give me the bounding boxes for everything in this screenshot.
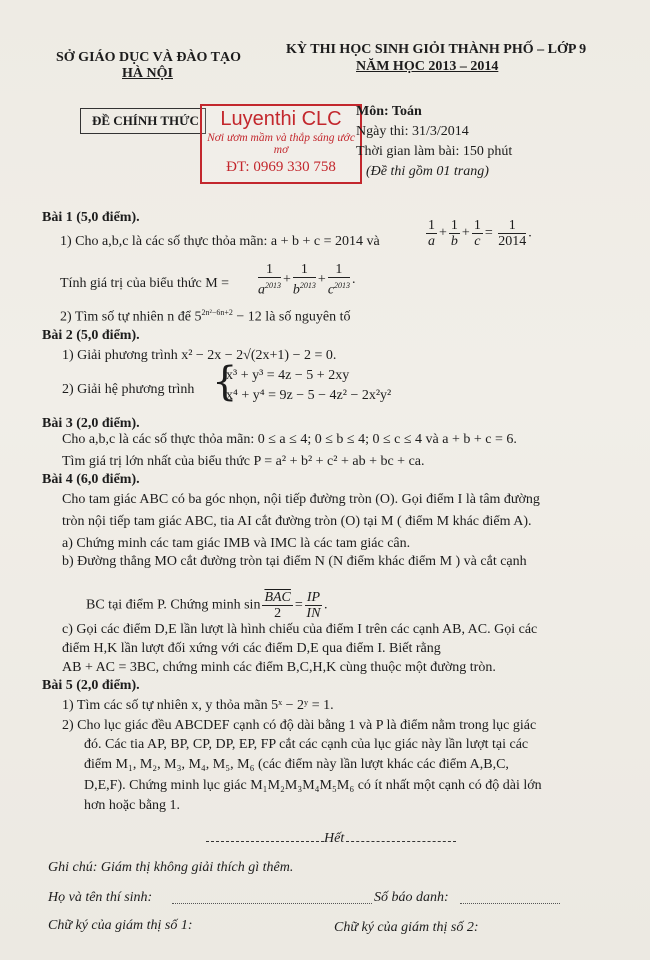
- bai2-sys1: x³ + y³ = 4z − 5 + 2xy: [226, 368, 350, 383]
- bai5-q2-2: đó. Các tia AP, BP, CP, DP, EP, FP cắt các cạnh của lục giác này lần lượt tại các: [84, 737, 529, 752]
- stamp-phone: ĐT: 0969 330 758: [226, 159, 336, 175]
- end-rule-left: [206, 841, 324, 842]
- sbd-label: Số báo danh:: [374, 890, 449, 905]
- bai4-b1: b) Đường thẳng MO cắt đường tròn tại điểm N (N điểm khác điểm M ) và cắt cạnh: [62, 554, 527, 569]
- bai4-b2: BC tại điểm P. Chứng minh sin $\frac{\overline{BAC}}{2}$ = $\frac{IP}{IN}$ .: [86, 590, 328, 621]
- end-rule-right: [346, 841, 456, 842]
- bai1-q1-line2: Tính giá trị của biểu thức M =: [60, 276, 230, 291]
- bai5-q2-3: điểm M₁, M₂, M₃, M₄, M₅, M₆ (các điểm này lần lượt khác các điểm A,B,C,: [84, 757, 509, 772]
- exam-duration: Thời gian làm bài: 150 phút: [356, 144, 513, 159]
- stamp-brand: Luyenthi CLC: [220, 108, 342, 130]
- bai1-q1-fracs: $\frac{1}{a}$ + $\frac{1}{b}$ + $\frac{1}{c}$ = $\frac{1}{2014}$ .: [428, 218, 532, 249]
- bai1-q1-text: 1) Cho a,b,c là các số thực thỏa mãn: a + b + c = 2014 và: [60, 234, 380, 249]
- subject: Môn: Toán: [356, 104, 422, 119]
- bai1-q2: 2) Tìm số tự nhiên n để $5^{2n^2-6n+2} - 12$ là số nguyên tố: [60, 308, 351, 325]
- bai3-l1: Cho a,b,c là các số thực thỏa mãn: 0 ≤ a ≤ 4; 0 ≤ b ≤ 4; 0 ≤ c ≤ 4 và a + b + c = 6.: [62, 432, 517, 447]
- bai2-sys2: x⁴ + y⁴ = 9z − 5 − 4z² − 2x²y²: [226, 388, 392, 403]
- school-year: NĂM HỌC 2013 – 2014: [356, 59, 499, 74]
- dept-name: SỞ GIÁO DỤC VÀ ĐÀO TẠO: [56, 50, 242, 65]
- bai4-c2: điểm H,K lần lượt đối xứng với các điểm D,E qua điểm I. Biết rằng: [62, 641, 441, 656]
- official-label: ĐỀ CHÍNH THỨC: [92, 113, 199, 128]
- bai4-a: a) Chứng minh các tam giác IMB và IMC là các tam giác cân.: [62, 536, 411, 551]
- stamp-slogan: Nơi ươm mầm và thắp sáng ước mơ: [207, 132, 355, 156]
- bai1-title: Bài 1 (5,0 điểm).: [42, 210, 140, 225]
- candidate-name-line: [172, 903, 372, 904]
- bai4-c1: c) Gọi các điểm D,E lần lượt là hình chiếu của điểm I trên các cạnh AB, AC. Gọi các: [62, 622, 538, 637]
- bai5-q2-1: 2) Cho lục giác đều ABCDEF cạnh có độ dài bằng 1 và P là điểm nằm trong lục giác: [62, 718, 537, 733]
- candidate-name-label: Họ và tên thí sinh:: [48, 890, 153, 905]
- bai2-q2: 2) Giải hệ phương trình: [62, 382, 195, 397]
- bai4-l1: Cho tam giác ABC có ba góc nhọn, nội tiếp đường tròn (O). Gọi điểm I là tâm đường: [62, 492, 540, 507]
- bai3-l2: Tìm giá trị lớn nhất của biểu thức P = a² + b² + c² + ab + bc + ca.: [62, 454, 425, 469]
- equals: =: [484, 225, 497, 241]
- bai2-title: Bài 2 (5,0 điểm).: [42, 328, 140, 343]
- footer-note: Ghi chú: Giám thị không giải thích gì thêm.: [48, 860, 294, 875]
- sbd-line: [460, 903, 560, 904]
- bai5-q2-5: hơn hoặc bằng 1.: [84, 798, 181, 813]
- city-name: HÀ NỘI: [122, 66, 173, 81]
- bai3-title: Bài 3 (2,0 điểm).: [42, 416, 140, 431]
- exam-pages: (Đề thi gồm 01 trang): [366, 164, 489, 179]
- bai4-title: Bài 4 (6,0 điểm).: [42, 472, 140, 487]
- bai4-c3: AB + AC = 3BC, chứng minh các điểm B,C,H,K cùng thuộc một đường tròn.: [62, 660, 496, 675]
- system-brace: {: [212, 359, 238, 405]
- exam-date: Ngày thi: 31/3/2014: [356, 124, 469, 139]
- bai5-title: Bài 5 (2,0 điểm).: [42, 678, 140, 693]
- bai4-l2: tròn nội tiếp tam giác ABC, tia AI cắt đường tròn (O) tại M ( điểm M khác điểm A).: [62, 514, 532, 529]
- bai1-m-expression: $\frac{1}{a^{2013}}$ + $\frac{1}{b^{2013}}$ + $\frac{1}{c^{2013}}$ .: [258, 262, 356, 298]
- sig2-label: Chữ ký của giám thị số 2:: [334, 920, 479, 935]
- bai2-q1: 1) Giải phương trình x² − 2x − 2√(2x+1) − 2 = 0.: [62, 348, 337, 363]
- bai5-q1: 1) Tìm các số tự nhiên x, y thỏa mãn 5ˣ − 2ʸ = 1.: [62, 698, 334, 713]
- end-label: Hết: [324, 831, 345, 846]
- watermark-stamp: [200, 104, 362, 184]
- sig1-label: Chữ ký của giám thị số 1:: [48, 918, 193, 933]
- bai5-q2-4: D,E,F). Chứng minh lục giác M₁M₂M₃M₄M₅M₆ có ít nhất một cạnh có độ dài lớn: [84, 778, 542, 793]
- exam-title: KỲ THI HỌC SINH GIỎI THÀNH PHỐ – LỚP 9: [286, 42, 587, 57]
